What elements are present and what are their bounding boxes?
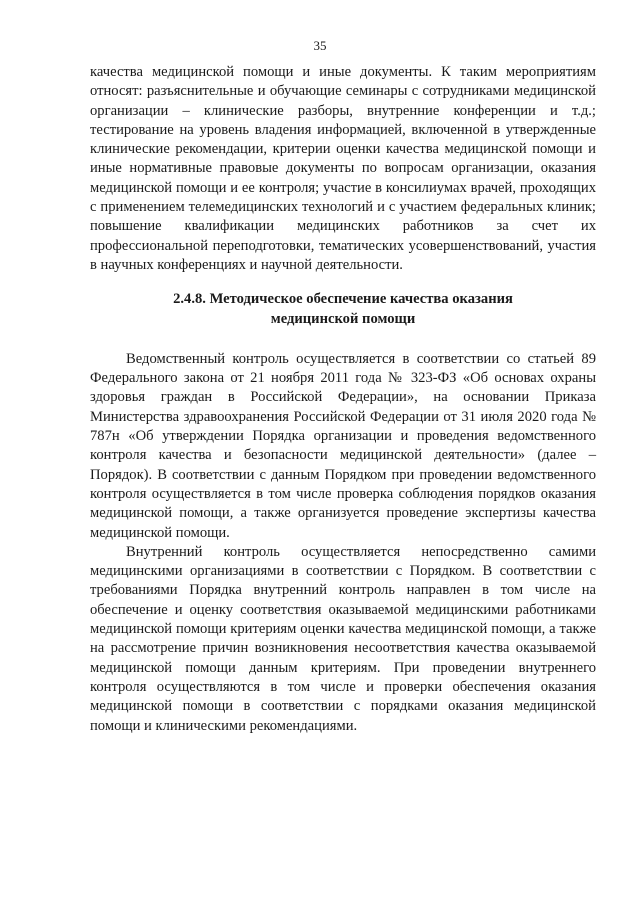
section-heading-line-2: медицинской помощи <box>270 310 416 327</box>
section-heading <box>90 290 596 329</box>
section-heading-line-1: 2.4.8. Методическое обеспечение качества оказания <box>173 291 513 308</box>
paragraph-departmental-control: Ведомственный контроль осуществляется в соответствии со статьей 89 Федерального закона от 21 ноября 2011 года № 323-ФЗ «Об основах охраны здоровья граждан в Российской Федерации», на основании Приказа Министерства здравоохранения Российской Федерации от 31 июля 2020 года № 787н «Об утверждении Порядка организации и проведения ведомственного контроля качества и безопасности медицинской деятельности» (далее – Порядок). В соответствии с данным Порядком при проведении ведомственного контроля осуществляется в том числе проверка соблюдения порядков оказания медицинской помощи, а также организуется проведение экспертизы качества медицинской помощи. <box>90 350 596 541</box>
paragraph-internal-control: Внутренний контроль осуществляется непосредственно самими медицинскими организациями в соответствии с Порядком. В соответствии с требованиями Порядка внутренний контроль направлен в том числе на обеспечение и оценку соответствия оказываемой медицинскими работниками медицинской помощи критериям оценки качества медицинской помощи, а также на рассмотрение причин возникновения несоответствия качества оказываемой медицинской помощи данным критериям. При проведении внутреннего контроля осуществляются в том числе и проверки обеспечения оказания медицинской помощи в соответствии с порядками оказания медицинской помощи и клиническими рекомендациями. <box>90 543 596 734</box>
page-number: 35 <box>313 38 327 53</box>
paragraph-continuation: качества медицинской помощи и иные документы. К таким мероприятиям относят: разъяснительные и обучающие семинары с сотрудниками медицинской организации – клинические разборы, внутренние конференции и т.д.; тестирование на уровень владения информацией, включенной в утвержденные клинические рекомендации, критерии оценки качества медицинской помощи и иные нормативные правовые документы по вопросам организации, оказания медицинской помощи и ее контроля; участие в консилиумах врачей, проходящих с применением телемедицинских технологий и с участием федеральных клиник; повышение квалификации медицинских работников за счет их профессиональной переподготовки, тематических усовершенствований, участия в научных конференциях и научной деятельности. <box>90 64 596 273</box>
document-body <box>90 63 596 736</box>
